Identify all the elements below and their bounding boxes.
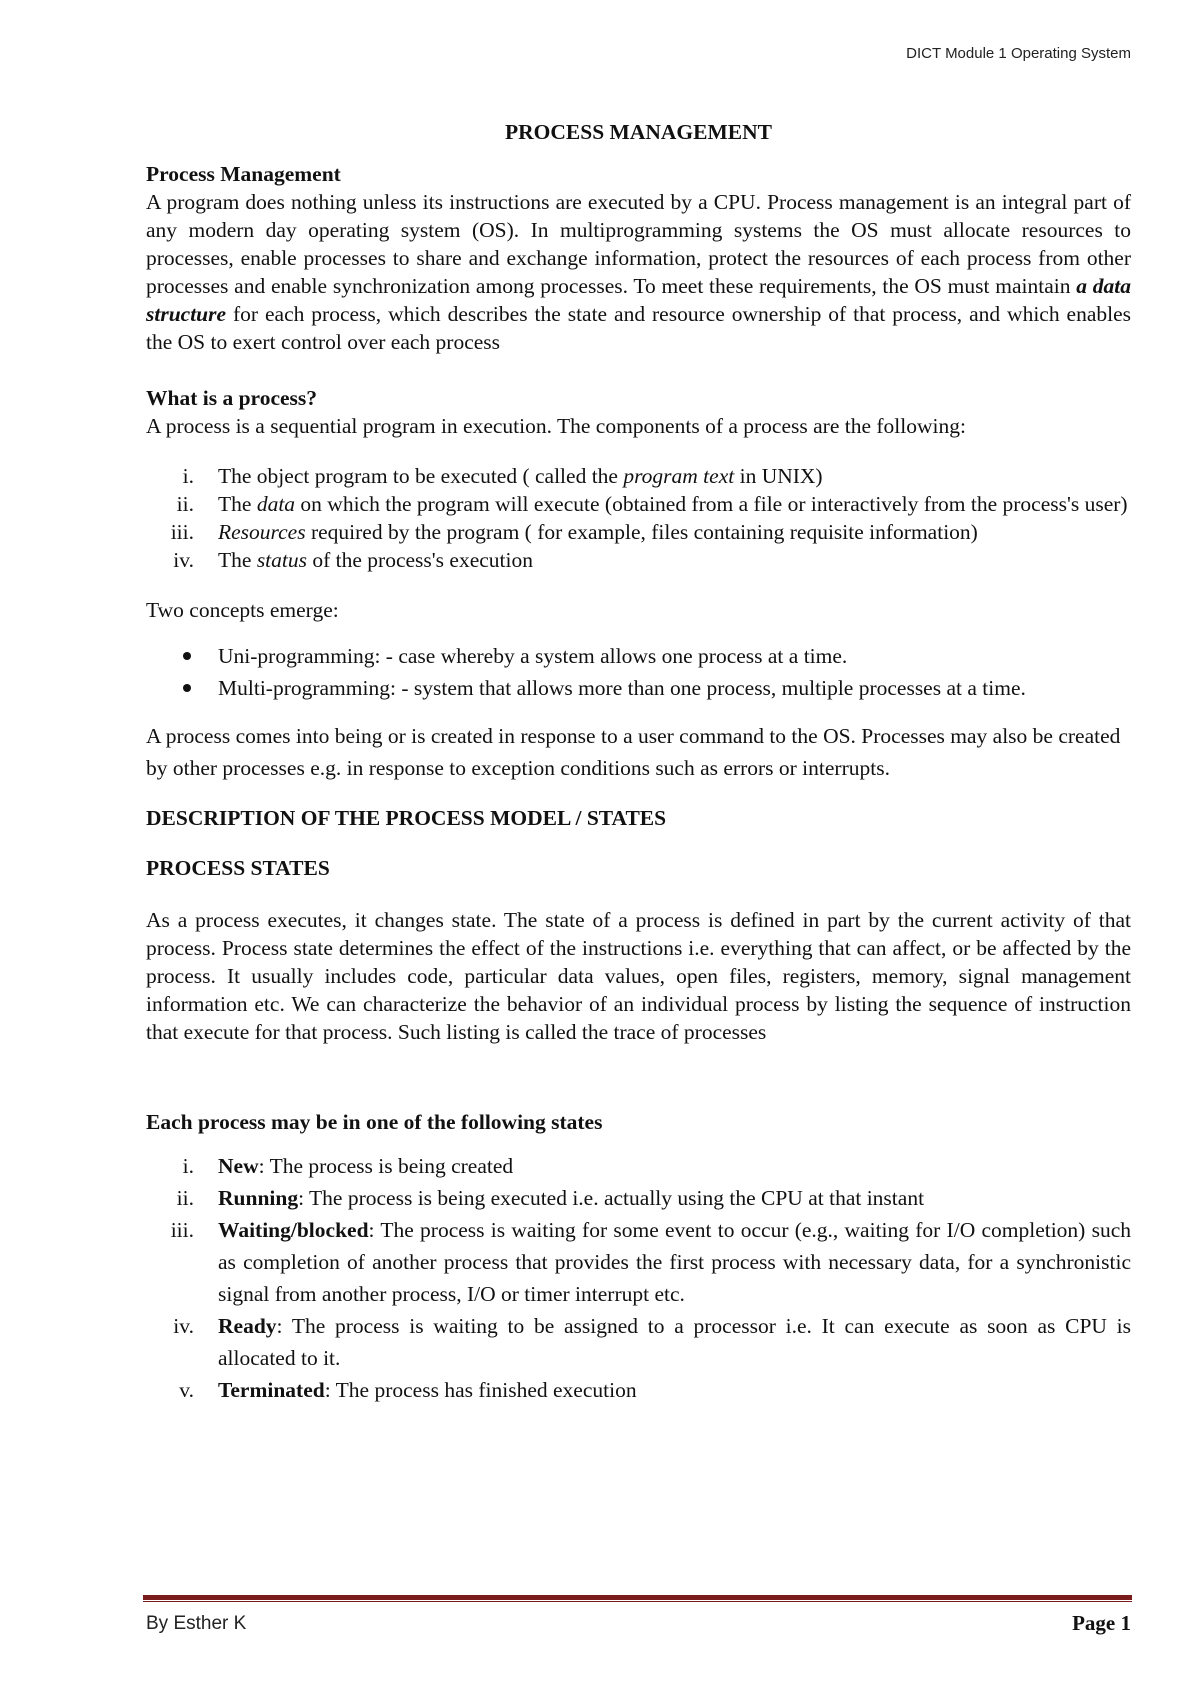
process-intro: A process is a sequential program in execution. The components of a process are the following: <box>146 414 966 438</box>
process-components-list <box>146 462 1131 574</box>
process-creation-paragraph: A process comes into being or is created in response to a user command to the OS. Processes may also be created by other processes e.g. in response to exception conditions such as errors or interrupts. <box>146 724 1121 780</box>
list-item <box>146 1310 1131 1374</box>
item-text: in UNIX) <box>734 464 823 488</box>
item-emphasis: status <box>256 548 307 572</box>
bullet-text: Multi-programming: - system that allows more than one process, multiple processes at a time. <box>218 676 1026 700</box>
concepts-intro: Two concepts emerge: <box>146 598 339 622</box>
state-term: New <box>218 1154 259 1178</box>
state-term: Waiting/blocked <box>218 1218 369 1242</box>
item-emphasis: Resources <box>218 520 306 544</box>
section-heading-process-management: Process Management <box>146 162 341 186</box>
list-number: ii. <box>176 1186 194 1210</box>
list-number: iii. <box>170 1218 194 1242</box>
paragraph-text: for each process, which describes the state and resource ownership of that process, and which enables the OS to exert control over each process <box>146 302 1131 354</box>
item-text: The object program to be executed ( called the <box>218 464 624 488</box>
bullet-icon <box>183 684 191 692</box>
state-term: Running <box>218 1186 299 1210</box>
item-text: The <box>218 492 257 516</box>
list-item <box>146 518 1131 546</box>
bullet-icon <box>183 652 191 660</box>
section-heading-process-states: PROCESS STATES <box>146 856 330 880</box>
page-header: DICT Module 1 Operating System <box>906 45 1131 62</box>
list-number: i. <box>182 464 194 488</box>
process-states-list <box>146 1150 1131 1406</box>
footer-divider <box>143 1595 1132 1600</box>
process-states-paragraph: As a process executes, it changes state. The state of a process is defined in part by the current activity of that process. Process state determines the effect of the instructions i.e. everything that can affect, or be affected by the process. It usually includes code, particular data values, open files, registers, memory, signal management information etc. We can characterize the behavior of an individual process by listing the sequence of instruction that execute for that process. Such listing is called the trace of processes <box>146 908 1131 1044</box>
section-heading-process-model: DESCRIPTION OF THE PROCESS MODEL / STATES <box>146 806 667 830</box>
list-number: iv. <box>173 548 194 572</box>
list-item <box>146 1214 1131 1310</box>
item-text: The <box>218 548 257 572</box>
list-item <box>146 1150 1131 1182</box>
list-number: i. <box>182 1154 194 1178</box>
list-item <box>146 490 1131 518</box>
footer-divider-thin <box>143 1601 1132 1602</box>
state-desc: : The process is being executed i.e. actually using the CPU at that instant <box>298 1186 925 1210</box>
item-text: of the process's execution <box>307 548 533 572</box>
item-emphasis: program text <box>623 464 735 488</box>
document-body <box>146 118 1131 1406</box>
list-number: iii. <box>170 520 194 544</box>
state-desc: : The process is being created <box>258 1154 514 1178</box>
state-desc: : The process is waiting to be assigned to a processor i.e. It can execute as soon as CPU is allocated to it. <box>218 1314 1131 1370</box>
list-number: iv. <box>173 1314 194 1338</box>
item-text: required by the program ( for example, files containing requisite information) <box>305 520 978 544</box>
paragraph-text: A program does nothing unless its instructions are executed by a CPU. Process management is an integral part of any modern day operating system (OS). In multiprogramming systems the OS must allocate resources to processes, enable processes to share and exchange information, protect the resources of each process from other processes and enable synchronization among processes. To meet these requirements, the OS must maintain <box>146 190 1131 298</box>
section-heading-what-is-process: What is a process? <box>146 386 318 410</box>
item-emphasis: data <box>256 492 296 516</box>
list-number: v. <box>179 1378 194 1402</box>
process-management-paragraph <box>146 188 1131 356</box>
state-desc: : The process is waiting for some event to occur (e.g., waiting for I/O completion) such as completion of another process that provides the first process with necessary data, for a synchronistic signal from another process, I/O or timer interrupt etc. <box>218 1218 1131 1306</box>
concepts-list <box>146 642 1131 702</box>
state-desc: : The process has finished execution <box>324 1378 637 1402</box>
item-text: on which the program will execute (obtained from a file or interactively from the process's user) <box>295 492 1128 516</box>
bullet-text: Uni-programming: - case whereby a system allows one process at a time. <box>218 644 848 668</box>
state-term: Ready <box>218 1314 277 1338</box>
page-number: Page 1 <box>1072 1611 1131 1635</box>
list-item <box>146 546 1131 574</box>
document-title: PROCESS MANAGEMENT <box>505 120 772 144</box>
footer-author: By Esther K <box>146 1613 247 1634</box>
list-number: ii. <box>176 492 194 516</box>
list-item <box>146 1182 1131 1214</box>
list-item <box>146 1374 1131 1406</box>
emphasis-text: a data structure <box>146 274 1131 326</box>
list-item <box>146 642 1131 670</box>
state-term: Terminated <box>218 1378 325 1402</box>
list-item <box>146 674 1131 702</box>
list-item <box>146 462 1131 490</box>
states-list-heading: Each process may be in one of the following states <box>146 1110 603 1134</box>
